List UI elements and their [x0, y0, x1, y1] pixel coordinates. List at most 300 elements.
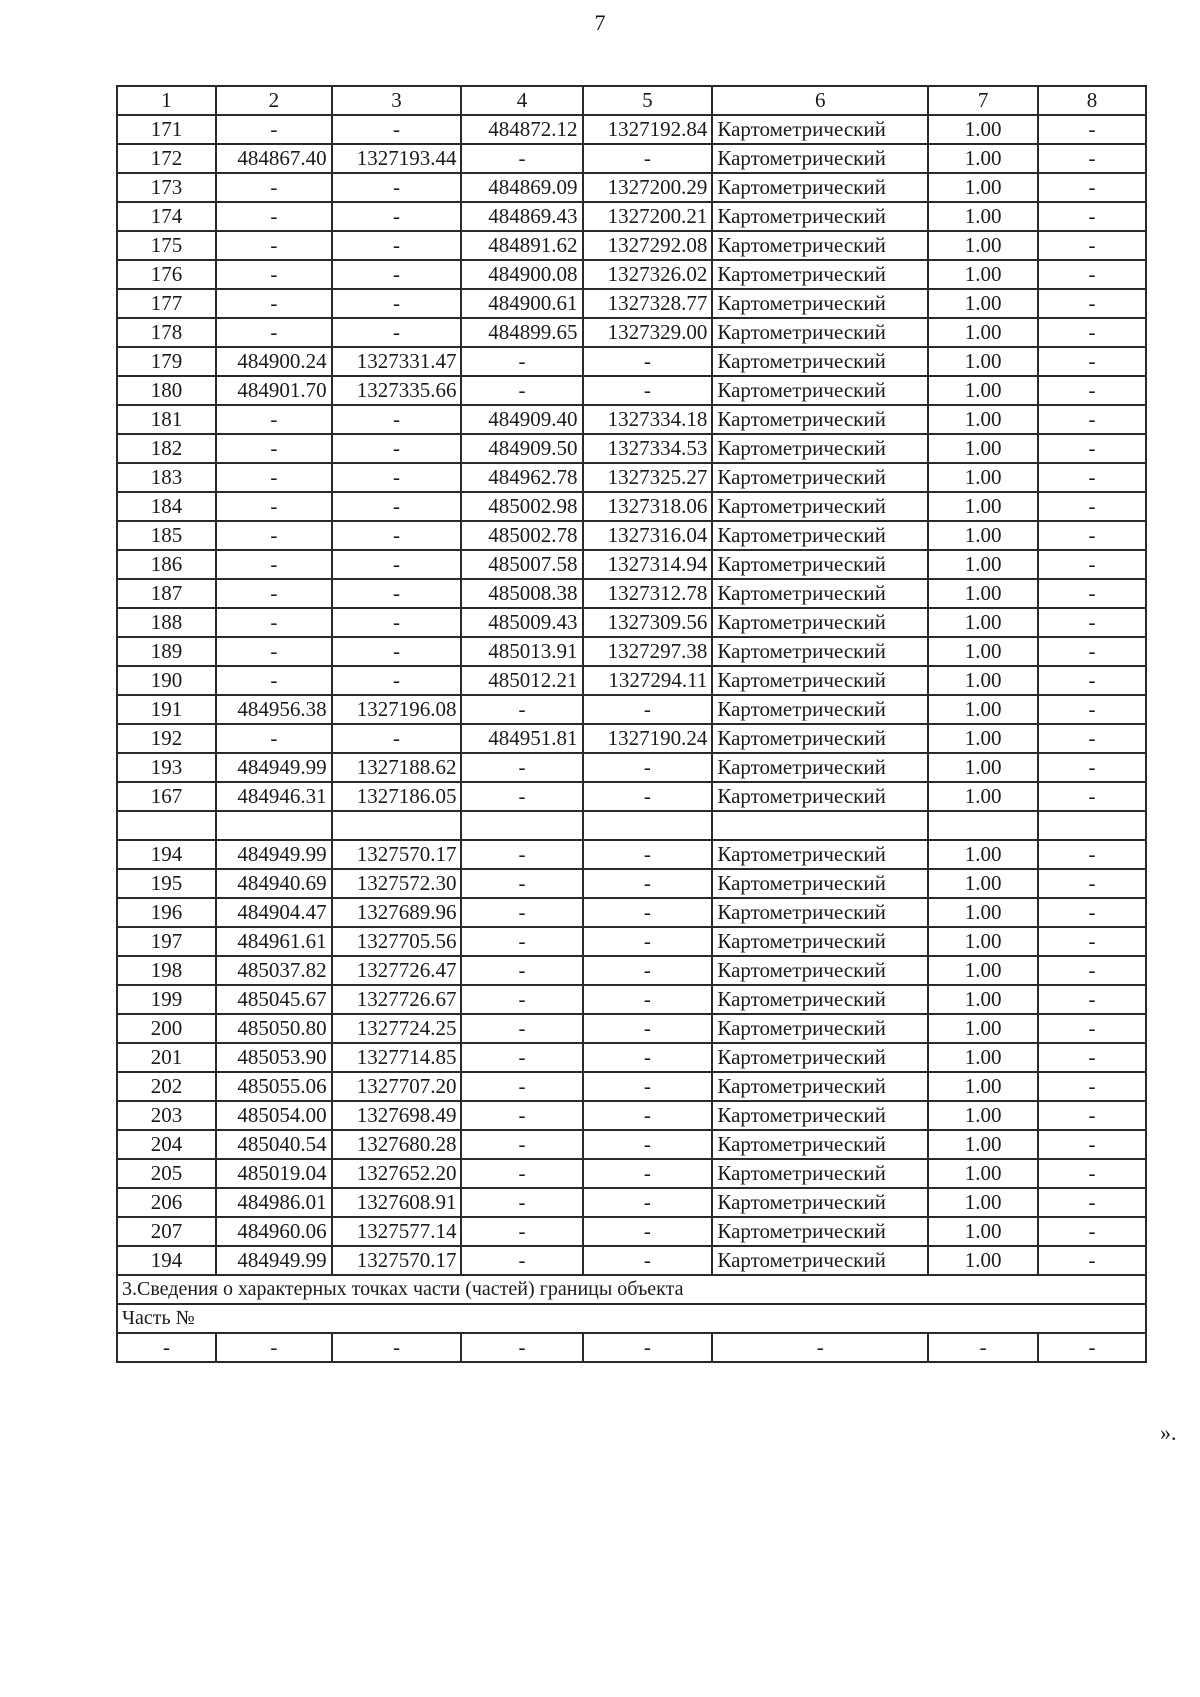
table-cell: - [461, 1188, 582, 1217]
table-cell: - [332, 260, 462, 289]
table-cell: - [461, 898, 582, 927]
table-cell: 1.00 [928, 1101, 1038, 1130]
table-cell: 1327326.02 [583, 260, 713, 289]
table-cell [461, 811, 582, 840]
table-row [117, 724, 1146, 753]
table-cell: - [1038, 144, 1146, 173]
table-cell: - [461, 1246, 582, 1275]
table-cell: Картометрический [712, 202, 928, 231]
table-cell: 485008.38 [461, 579, 582, 608]
table-cell: 184 [117, 492, 216, 521]
table-cell: 1.00 [928, 956, 1038, 985]
table-cell [1038, 811, 1146, 840]
table-cell: 188 [117, 608, 216, 637]
table-cell: Картометрический [712, 579, 928, 608]
table-row [117, 869, 1146, 898]
table-cell: Картометрический [712, 1043, 928, 1072]
table-cell: - [332, 318, 462, 347]
table-cell: 484949.99 [216, 1246, 332, 1275]
table-cell: 1327331.47 [332, 347, 462, 376]
table-cell: - [1038, 956, 1146, 985]
table-row [117, 405, 1146, 434]
table-cell: 185 [117, 521, 216, 550]
table-cell: Картометрический [712, 927, 928, 956]
table-cell: 1327309.56 [583, 608, 713, 637]
table-cell: - [1038, 463, 1146, 492]
table-cell: 189 [117, 637, 216, 666]
table-cell: - [1038, 550, 1146, 579]
column-header: 4 [461, 86, 582, 115]
table-cell: Картометрический [712, 231, 928, 260]
table-cell: 1.00 [928, 405, 1038, 434]
table-cell: 484899.65 [461, 318, 582, 347]
table-cell: 485045.67 [216, 985, 332, 1014]
table-cell: - [583, 347, 713, 376]
table-row [117, 579, 1146, 608]
table-cell: 484949.99 [216, 840, 332, 869]
table-cell: - [1038, 724, 1146, 753]
table-cell: - [583, 695, 713, 724]
table-cell: - [583, 898, 713, 927]
table-row [117, 463, 1146, 492]
table-cell: 1.00 [928, 463, 1038, 492]
table-cell: 1.00 [928, 347, 1038, 376]
table-cell: Картометрический [712, 115, 928, 144]
table-cell: - [583, 782, 713, 811]
table-cell: 484956.38 [216, 695, 332, 724]
table-cell: 1.00 [928, 608, 1038, 637]
table-cell: - [1038, 1246, 1146, 1275]
table-cell: - [583, 927, 713, 956]
table-cell: 172 [117, 144, 216, 173]
table-cell: Картометрический [712, 608, 928, 637]
table-cell: - [1038, 840, 1146, 869]
table-header-row [117, 86, 1146, 115]
table-cell: 196 [117, 898, 216, 927]
table-row [117, 1014, 1146, 1043]
table-cell: 1327577.14 [332, 1217, 462, 1246]
table-cell: - [1038, 521, 1146, 550]
table-cell: 1327190.24 [583, 724, 713, 753]
page-number: 7 [594, 10, 606, 35]
table-cell: 484946.31 [216, 782, 332, 811]
table-cell: - [216, 521, 332, 550]
table-cell: 484960.06 [216, 1217, 332, 1246]
table-cell: 485013.91 [461, 637, 582, 666]
table-row [117, 144, 1146, 173]
table-cell: - [332, 405, 462, 434]
table-cell: 192 [117, 724, 216, 753]
column-header: 8 [1038, 86, 1146, 115]
table-cell: - [583, 1130, 713, 1159]
table-cell: - [461, 1130, 582, 1159]
table-cell: - [583, 1188, 713, 1217]
table-cell: 1327726.47 [332, 956, 462, 985]
table-cell: - [583, 869, 713, 898]
table-row [117, 898, 1146, 927]
column-header: 7 [928, 86, 1038, 115]
table-cell: 204 [117, 1130, 216, 1159]
table-cell: - [1038, 695, 1146, 724]
table-cell: - [1038, 1333, 1146, 1362]
table-cell: - [583, 1101, 713, 1130]
table-cell: - [216, 434, 332, 463]
table-cell: - [461, 985, 582, 1014]
table-cell: - [461, 1333, 582, 1362]
table-cell: - [461, 347, 582, 376]
table-cell: 187 [117, 579, 216, 608]
table-row [117, 637, 1146, 666]
table-cell: 1.00 [928, 840, 1038, 869]
table-cell: Картометрический [712, 289, 928, 318]
table-row [117, 231, 1146, 260]
table-cell: 194 [117, 1246, 216, 1275]
table-cell: - [216, 173, 332, 202]
table-cell: - [1038, 637, 1146, 666]
table-cell: 1.00 [928, 927, 1038, 956]
table-cell: 1.00 [928, 289, 1038, 318]
table-cell: - [216, 405, 332, 434]
table-cell: Картометрический [712, 144, 928, 173]
table-cell: 1327329.00 [583, 318, 713, 347]
table-cell: - [1038, 260, 1146, 289]
table-cell: - [216, 463, 332, 492]
table-cell: - [461, 1159, 582, 1188]
table-cell: 177 [117, 289, 216, 318]
table-cell: - [461, 144, 582, 173]
table-row [117, 434, 1146, 463]
table-cell: 206 [117, 1188, 216, 1217]
table-cell: 1.00 [928, 1188, 1038, 1217]
table-cell: 484867.40 [216, 144, 332, 173]
table-cell: - [461, 927, 582, 956]
table-cell: 1.00 [928, 260, 1038, 289]
table-cell: - [461, 840, 582, 869]
table-cell: - [1038, 318, 1146, 347]
table-cell: - [461, 753, 582, 782]
table-cell: 191 [117, 695, 216, 724]
table-cell: 485009.43 [461, 608, 582, 637]
table-cell: 1327652.20 [332, 1159, 462, 1188]
table-cell: 1.00 [928, 1159, 1038, 1188]
table-cell: Картометрический [712, 550, 928, 579]
table-cell: 484869.09 [461, 173, 582, 202]
table-cell: 1.00 [928, 231, 1038, 260]
table-cell: - [1038, 376, 1146, 405]
table-cell: 484909.40 [461, 405, 582, 434]
table-cell: - [1038, 492, 1146, 521]
table-cell: - [1038, 115, 1146, 144]
table-row [117, 521, 1146, 550]
table-cell: - [216, 115, 332, 144]
table-cell: 484901.70 [216, 376, 332, 405]
table-cell: 197 [117, 927, 216, 956]
table-cell: 485019.04 [216, 1159, 332, 1188]
table-cell: Картометрический [712, 985, 928, 1014]
table-cell: 1327200.21 [583, 202, 713, 231]
table-cell: 1.00 [928, 521, 1038, 550]
table-cell: - [583, 1217, 713, 1246]
table-cell: - [216, 231, 332, 260]
table-cell: - [1038, 753, 1146, 782]
table-cell [928, 811, 1038, 840]
table-cell: 485053.90 [216, 1043, 332, 1072]
table-cell: - [216, 202, 332, 231]
table-cell: - [216, 637, 332, 666]
table-cell: 484872.12 [461, 115, 582, 144]
table-cell: - [461, 956, 582, 985]
table-cell: 485054.00 [216, 1101, 332, 1130]
table-cell: 1327570.17 [332, 840, 462, 869]
table-cell: 1.00 [928, 869, 1038, 898]
column-header: 2 [216, 86, 332, 115]
table-row-empty-part [117, 1333, 1146, 1362]
table-cell: 1.00 [928, 492, 1038, 521]
table-cell: - [1038, 579, 1146, 608]
table-row [117, 608, 1146, 637]
part-row [117, 1304, 1146, 1333]
table-cell: Картометрический [712, 1188, 928, 1217]
table-cell: - [461, 1043, 582, 1072]
table-row [117, 289, 1146, 318]
table-cell: 186 [117, 550, 216, 579]
table-cell [216, 811, 332, 840]
table-cell: - [1038, 666, 1146, 695]
table-cell: 484949.99 [216, 753, 332, 782]
table-cell: - [1038, 927, 1146, 956]
table-cell: 1.00 [928, 1014, 1038, 1043]
table-cell: - [216, 1333, 332, 1362]
table-cell: 202 [117, 1072, 216, 1101]
table-cell: Картометрический [712, 173, 928, 202]
table-row [117, 173, 1146, 202]
table-cell: 1327294.11 [583, 666, 713, 695]
table-row [117, 985, 1146, 1014]
table-cell: - [583, 1043, 713, 1072]
table-cell: Картометрический [712, 1014, 928, 1043]
table-cell: 180 [117, 376, 216, 405]
table-cell: - [583, 376, 713, 405]
table-cell: Картометрический [712, 1217, 928, 1246]
table-row [117, 1217, 1146, 1246]
table-cell: 205 [117, 1159, 216, 1188]
table-cell: - [1038, 1159, 1146, 1188]
table-cell: Картометрический [712, 666, 928, 695]
column-header: 5 [583, 86, 713, 115]
section-title: 3.Сведения о характерных точках части (частей) границы объекта [117, 1275, 1146, 1304]
table-row [117, 753, 1146, 782]
table-cell: 1.00 [928, 173, 1038, 202]
table-cell: 484951.81 [461, 724, 582, 753]
table-cell: - [712, 1333, 928, 1362]
table-cell: - [332, 173, 462, 202]
column-header: 6 [712, 86, 928, 115]
table-cell: Картометрический [712, 347, 928, 376]
column-header: 3 [332, 86, 462, 115]
table-cell: 1327680.28 [332, 1130, 462, 1159]
table-cell: 1327707.20 [332, 1072, 462, 1101]
table-row [117, 1159, 1146, 1188]
table-cell: - [583, 1333, 713, 1362]
table-cell: 1327200.29 [583, 173, 713, 202]
table-cell: - [332, 521, 462, 550]
table-cell: - [1038, 985, 1146, 1014]
table-cell: 194 [117, 840, 216, 869]
table-cell: 207 [117, 1217, 216, 1246]
table-row [117, 927, 1146, 956]
table-cell: - [216, 260, 332, 289]
table-cell: Картометрический [712, 782, 928, 811]
section-row [117, 1275, 1146, 1304]
table-cell: - [461, 1014, 582, 1043]
table-cell: Картометрический [712, 869, 928, 898]
table-cell: Картометрический [712, 1101, 928, 1130]
table-cell: 1327608.91 [332, 1188, 462, 1217]
table-cell: 1.00 [928, 666, 1038, 695]
table-cell: 1.00 [928, 434, 1038, 463]
table-cell: 201 [117, 1043, 216, 1072]
table-row [117, 956, 1146, 985]
table-cell: - [1038, 1217, 1146, 1246]
table-cell: 1327325.27 [583, 463, 713, 492]
table-cell: - [1038, 231, 1146, 260]
table-cell: - [461, 1101, 582, 1130]
table-cell: - [583, 1159, 713, 1188]
table-cell: Картометрический [712, 434, 928, 463]
table-cell: 484986.01 [216, 1188, 332, 1217]
table-cell: 1327312.78 [583, 579, 713, 608]
table-cell: - [216, 550, 332, 579]
table-cell: 1.00 [928, 376, 1038, 405]
table-cell: 1.00 [928, 753, 1038, 782]
table-cell: Картометрический [712, 376, 928, 405]
table-cell: - [1038, 1072, 1146, 1101]
table-cell: Картометрический [712, 521, 928, 550]
table-cell: - [216, 492, 332, 521]
table-row [117, 811, 1146, 840]
table-cell: - [216, 608, 332, 637]
table-cell: - [332, 1333, 462, 1362]
table-cell: - [461, 1072, 582, 1101]
table-cell: - [928, 1333, 1038, 1362]
table-cell: - [583, 1014, 713, 1043]
table-cell: Картометрический [712, 637, 928, 666]
table-cell: Картометрический [712, 898, 928, 927]
table-cell [712, 811, 928, 840]
table-cell: 484900.24 [216, 347, 332, 376]
table-cell: 171 [117, 115, 216, 144]
table-cell: Картометрический [712, 695, 928, 724]
table-cell: 175 [117, 231, 216, 260]
table-cell: 1327314.94 [583, 550, 713, 579]
table-cell: - [332, 608, 462, 637]
table-cell: - [332, 202, 462, 231]
table-cell: - [1038, 1014, 1146, 1043]
table-cell: - [461, 869, 582, 898]
table-cell: - [461, 782, 582, 811]
table-row [117, 202, 1146, 231]
table-cell: 173 [117, 173, 216, 202]
table-cell: 1327572.30 [332, 869, 462, 898]
table-cell: 1327193.44 [332, 144, 462, 173]
table-cell: - [1038, 289, 1146, 318]
table-cell: 1327335.66 [332, 376, 462, 405]
table-cell: Картометрический [712, 1246, 928, 1275]
table-row [117, 492, 1146, 521]
table-cell: 1327188.62 [332, 753, 462, 782]
table-row [117, 260, 1146, 289]
table-cell: 484904.47 [216, 898, 332, 927]
table-row [117, 1246, 1146, 1275]
table-cell: - [332, 724, 462, 753]
table-cell: - [1038, 1101, 1146, 1130]
coordinates-table [116, 85, 1147, 1363]
table-cell: 484869.43 [461, 202, 582, 231]
table-cell: - [1038, 782, 1146, 811]
table-cell: 1.00 [928, 144, 1038, 173]
table-cell: Картометрический [712, 1072, 928, 1101]
table-cell: 1.00 [928, 115, 1038, 144]
table-cell: 485002.98 [461, 492, 582, 521]
table-cell: 199 [117, 985, 216, 1014]
table-cell: Картометрический [712, 956, 928, 985]
table-cell: - [461, 695, 582, 724]
table-cell: 1327297.38 [583, 637, 713, 666]
table-cell: 1.00 [928, 550, 1038, 579]
table-row [117, 1130, 1146, 1159]
table-row [117, 1043, 1146, 1072]
table-cell: 484891.62 [461, 231, 582, 260]
table-cell: 485050.80 [216, 1014, 332, 1043]
table-cell: 484900.61 [461, 289, 582, 318]
table-cell: - [1038, 869, 1146, 898]
table-cell: - [1038, 347, 1146, 376]
table-cell: 1327318.06 [583, 492, 713, 521]
table-cell: - [332, 463, 462, 492]
table-cell: Картометрический [712, 724, 928, 753]
table-cell: 1327316.04 [583, 521, 713, 550]
table-cell: - [332, 434, 462, 463]
table-cell: - [1038, 1043, 1146, 1072]
table-cell: - [461, 1217, 582, 1246]
table-cell: - [216, 724, 332, 753]
table-cell: 1.00 [928, 782, 1038, 811]
table-cell: 176 [117, 260, 216, 289]
table-cell: 1.00 [928, 318, 1038, 347]
table-cell: 174 [117, 202, 216, 231]
table-cell: 1.00 [928, 1043, 1038, 1072]
table-cell: 1327328.77 [583, 289, 713, 318]
table-cell [583, 811, 713, 840]
table-cell: Картометрический [712, 463, 928, 492]
table-cell: 1327334.53 [583, 434, 713, 463]
table-cell: Картометрический [712, 492, 928, 521]
table-cell: - [332, 231, 462, 260]
table-cell: Картометрический [712, 318, 928, 347]
table-row [117, 347, 1146, 376]
table-cell: 1.00 [928, 1072, 1038, 1101]
table-cell: - [216, 666, 332, 695]
table-cell: 167 [117, 782, 216, 811]
table-cell: 1.00 [928, 1130, 1038, 1159]
table-cell [117, 811, 216, 840]
table-cell: - [1038, 1130, 1146, 1159]
table-cell: - [583, 144, 713, 173]
closing-quote: ». [1160, 1420, 1177, 1445]
table-cell: 1327570.17 [332, 1246, 462, 1275]
table-cell: 178 [117, 318, 216, 347]
table-cell: 484962.78 [461, 463, 582, 492]
